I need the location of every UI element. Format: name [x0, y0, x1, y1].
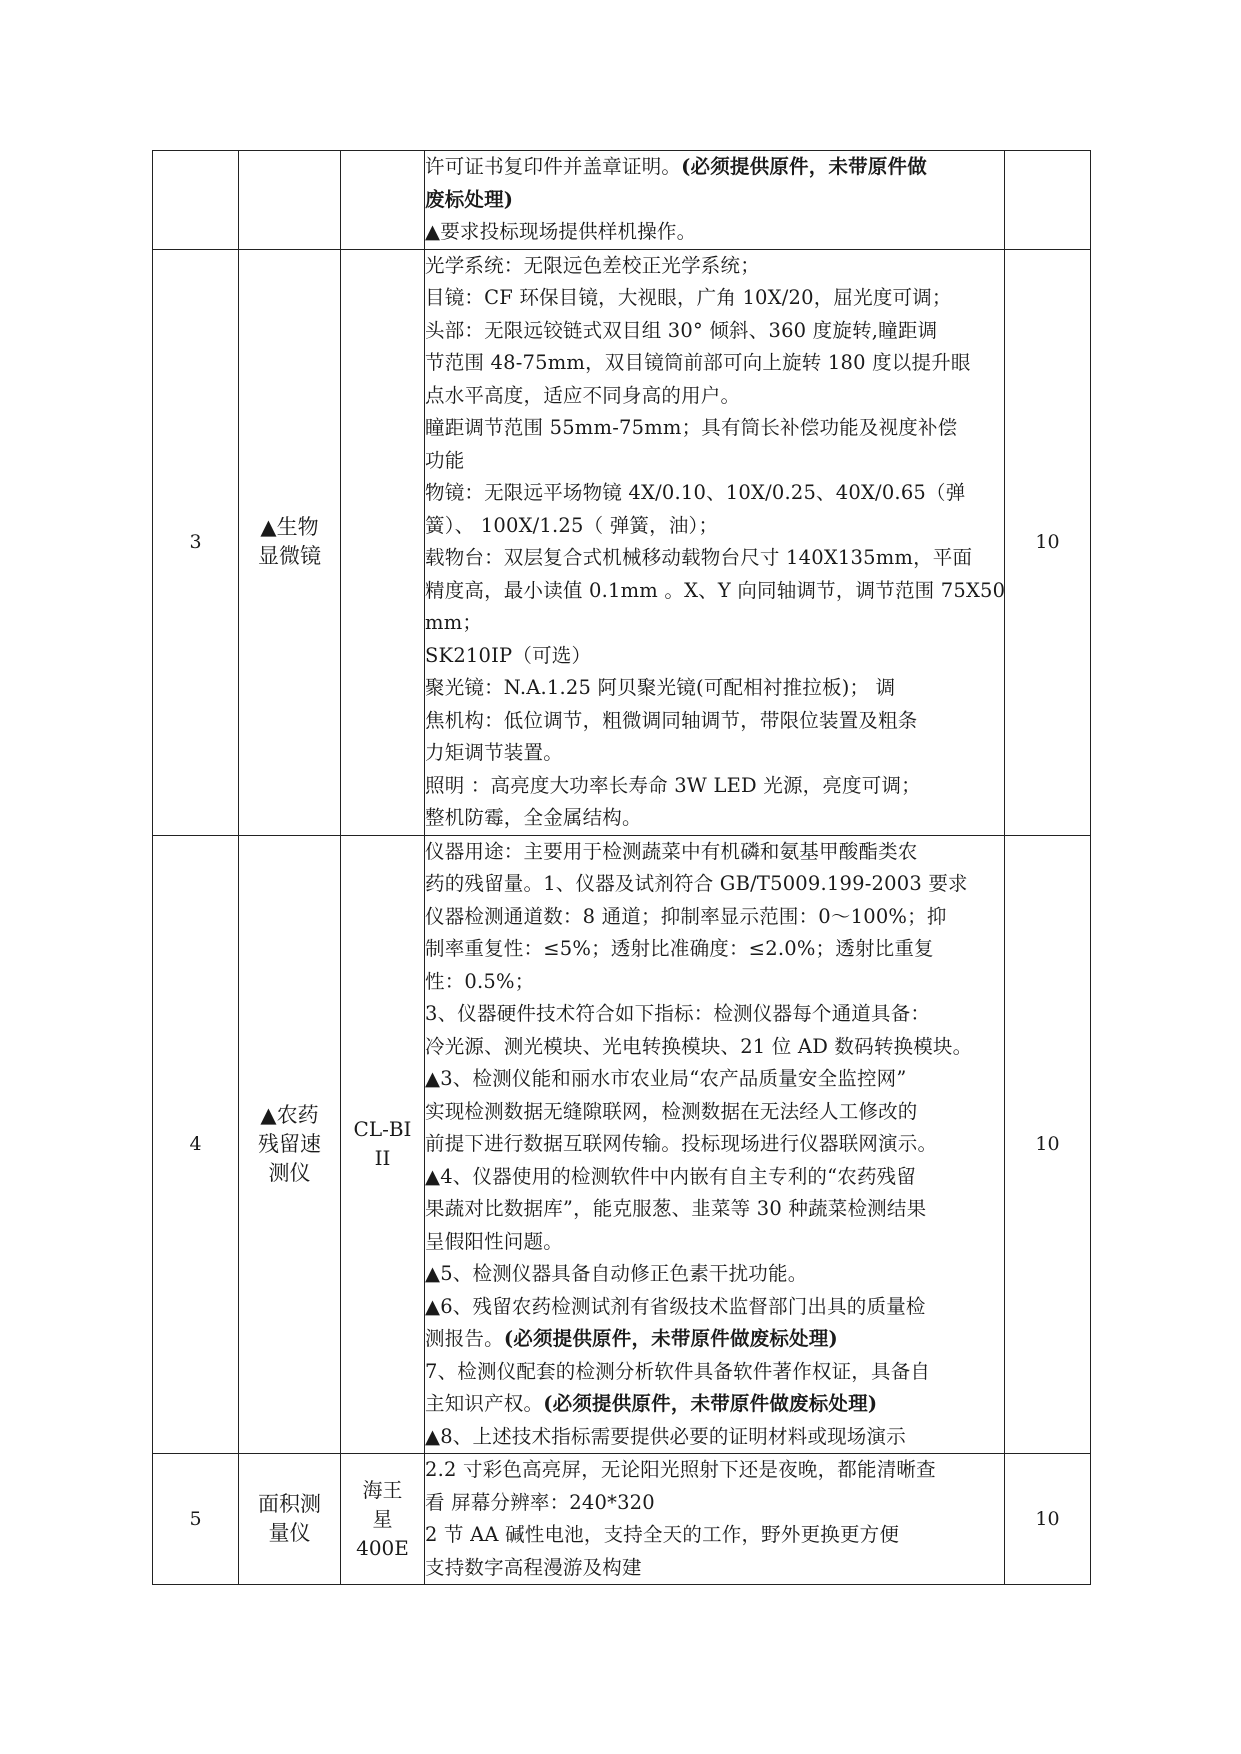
- spec-line: [425, 542, 1004, 575]
- spec-line: [425, 705, 1004, 738]
- item-spec-cell: [425, 249, 1005, 835]
- spec-text: 载物台：双层复合式机械移动载物台尺寸 140X135mm，平面: [425, 546, 973, 569]
- spec-line: [425, 1323, 1004, 1356]
- spec-line: [425, 1031, 1004, 1064]
- spec-text: 簧）、 100X/1.25（ 弹簧，油）；: [425, 513, 719, 537]
- spec-line: [425, 216, 1004, 249]
- spec-line: [425, 1291, 1004, 1324]
- spec-line: [425, 445, 1004, 478]
- item-name-cell: [239, 1454, 341, 1585]
- spec-line: [425, 1388, 1004, 1421]
- item-number-cell: [153, 151, 239, 250]
- spec-line: [425, 1487, 1004, 1520]
- spec-text: ▲4、仪器使用的检测软件中内嵌有自主专利的“农药残留: [425, 1164, 917, 1188]
- table-row: [153, 249, 1091, 835]
- spec-line: [425, 1226, 1004, 1259]
- spec-line: [425, 1128, 1004, 1161]
- item-quantity-cell: 10: [1005, 249, 1091, 835]
- cell-line: ▲生物: [260, 515, 319, 539]
- spec-line: [425, 1519, 1004, 1552]
- spec-bold-text: (必须提供原件，未带原件做废标处理): [543, 1392, 878, 1415]
- spec-line: [425, 998, 1004, 1031]
- spec-text: 焦机构：低位调节，粗微调同轴调节，带限位装置及粗条: [425, 708, 918, 732]
- spec-text: 3、仪器硬件技术符合如下指标：检测仪器每个通道具备：: [425, 1002, 931, 1025]
- item-model-cell: [341, 151, 425, 250]
- spec-text: mm；: [425, 611, 483, 634]
- cell-line: 面积测: [258, 1492, 321, 1516]
- spec-text: ▲3、检测仪能和丽水市农业局“农产品质量安全监控网”: [425, 1067, 907, 1090]
- spec-text: 看 屏幕分辨率：240*320: [425, 1490, 655, 1514]
- spec-text: 药的残留量。1、仪器及试剂符合 GB/T5009.199-2003 要求: [425, 872, 968, 895]
- spec-line: [425, 836, 1004, 869]
- spec-text: 仪器检测通道数：8 通道；抑制率显示范围：0～100%；抑: [425, 904, 947, 928]
- cell-line: 海王: [362, 1477, 403, 1502]
- spec-line: [425, 1063, 1004, 1096]
- spec-bold-text: 废标处理): [425, 187, 514, 211]
- item-quantity-cell: [1005, 151, 1091, 250]
- spec-line: [425, 282, 1004, 315]
- spec-text: ▲8、上述技术指标需要提供必要的证明材料或现场演示: [425, 1424, 906, 1448]
- spec-line: [425, 184, 1004, 217]
- item-spec-cell: [425, 835, 1005, 1454]
- item-model-cell: [341, 835, 425, 1454]
- spec-text: 物镜：无限远平场物镜 4X/0.10、10X/0.25、40X/0.65（弹: [425, 481, 966, 504]
- spec-text: 前提下进行数据互联网传输。投标现场进行仪器联网演示。: [425, 1132, 938, 1155]
- item-number-cell: 3: [153, 249, 239, 835]
- spec-line: [425, 151, 1004, 184]
- spec-line: [425, 933, 1004, 966]
- spec-line: [425, 802, 1004, 835]
- spec-text: 性：0.5%；: [425, 969, 535, 993]
- spec-text: 仪器用途：主要用于检测蔬菜中有机磷和氨基甲酸酯类农: [425, 839, 918, 863]
- spec-text: 实现检测数据无缝隙联网，检测数据在无法经人工修改的: [425, 1099, 918, 1123]
- spec-line: [425, 1193, 1004, 1226]
- item-number-cell: 4: [153, 835, 239, 1454]
- spec-line: [425, 737, 1004, 770]
- spec-text: 头部：无限远铰链式双目组 30° 倾斜、360 度旋转,瞳距调: [425, 318, 938, 342]
- spec-line: [425, 1552, 1004, 1585]
- spec-line: [425, 412, 1004, 445]
- cell-line: ▲农药: [260, 1102, 319, 1127]
- item-spec-cell: [425, 151, 1005, 250]
- spec-text: ▲6、残留农药检测试剂有省级技术监督部门出具的质量检: [425, 1294, 926, 1318]
- cell-line: CL-BI: [353, 1117, 412, 1142]
- item-model-cell: [341, 1454, 425, 1585]
- spec-text: 7、检测仪配套的检测分析软件具备软件著作权证，具备自: [425, 1359, 931, 1383]
- spec-text: ▲要求投标现场提供样机操作。: [425, 220, 697, 243]
- spec-line: [425, 1421, 1004, 1454]
- item-spec-cell: [425, 1454, 1005, 1585]
- cell-line: 400E: [356, 1535, 409, 1560]
- spec-line: [425, 901, 1004, 934]
- cell-line: 残留速: [258, 1131, 321, 1156]
- spec-line: [425, 1356, 1004, 1389]
- spec-line: [425, 1096, 1004, 1129]
- item-quantity-cell: 10: [1005, 1454, 1091, 1585]
- cell-line: II: [374, 1146, 391, 1171]
- table-row: [153, 1454, 1091, 1585]
- spec-text: 光学系统：无限远色差校正光学系统；: [425, 253, 760, 277]
- spec-text: 测报告。: [425, 1327, 504, 1350]
- spec-text: 呈假阳性问题。: [425, 1229, 563, 1253]
- spec-bold-text: (必须提供原件，未带原件做: [681, 155, 927, 178]
- spec-text: 2.2 寸彩色高亮屏，无论阳光照射下还是夜晚，都能清晰查: [425, 1458, 936, 1481]
- item-name-cell: [239, 151, 341, 250]
- spec-text: 瞳距调节范围 55mm-75mm；具有筒长补偿功能及视度补偿: [425, 416, 958, 439]
- spec-text: 支持数字高程漫游及构建: [425, 1555, 642, 1579]
- spec-text: 许可证书复印件并盖章证明。: [425, 155, 682, 178]
- spec-line: [425, 640, 1004, 673]
- spec-text: 果蔬对比数据库”，能克服葱、韭菜等 30 种蔬菜检测结果: [425, 1197, 927, 1220]
- table-row: [153, 835, 1091, 1454]
- spec-text: 节范围 48-75mm，双目镜筒前部可向上旋转 180 度以提升眼: [425, 351, 971, 374]
- spec-text: 2 节 AA 碱性电池，支持全天的工作，野外更换更方便: [425, 1523, 900, 1546]
- spec-line: [425, 1454, 1004, 1487]
- spec-line: [425, 770, 1004, 803]
- spec-text: 主知识产权。: [425, 1392, 544, 1415]
- spec-line: [425, 1161, 1004, 1194]
- spec-line: [425, 380, 1004, 413]
- spec-line: [425, 575, 1004, 608]
- spec-text: 整机防霉，全金属结构。: [425, 806, 642, 829]
- spec-line: [425, 966, 1004, 999]
- spec-text: 目镜：CF 环保目镜，大视眼，广角 10X/20，屈光度可调；: [425, 286, 952, 309]
- spec-text: ▲5、检测仪器具备自动修正色素干扰功能。: [425, 1262, 808, 1285]
- spec-line: [425, 347, 1004, 380]
- spec-line: [425, 607, 1004, 640]
- item-name-cell: [239, 835, 341, 1454]
- item-name-cell: [239, 249, 341, 835]
- spec-line: [425, 315, 1004, 348]
- spec-text: 照明 ：高亮度大功率长寿命 3W LED 光源，亮度可调；: [425, 773, 921, 797]
- cell-line: 量仪: [268, 1521, 311, 1545]
- cell-line: 星: [372, 1506, 393, 1531]
- spec-table: [152, 150, 1091, 1585]
- table-row: [153, 151, 1091, 250]
- spec-text: 冷光源、测光模块、光电转换模块、21 位 AD 数码转换模块。: [425, 1034, 973, 1058]
- cell-line: 显微镜: [258, 544, 321, 568]
- spec-line: [425, 510, 1004, 543]
- spec-text: 精度高，最小读值 0.1mm 。X、Y 向同轴调节，调节范围 75X50: [425, 578, 1006, 602]
- item-model-cell: [341, 249, 425, 835]
- spec-text: 制率重复性：≤5%；透射比准确度：≤2.0%；透射比重复: [425, 937, 934, 960]
- spec-text: 聚光镜：N.A.1.25 阿贝聚光镜(可配相衬推拉板)； 调: [425, 676, 896, 699]
- spec-bold-text: (必须提供原件，未带原件做废标处理): [503, 1327, 838, 1350]
- spec-text: SK210IP（可选）: [425, 643, 592, 667]
- spec-line: [425, 250, 1004, 283]
- spec-line: [425, 672, 1004, 705]
- spec-line: [425, 477, 1004, 510]
- spec-text: 力矩调节装置。: [425, 741, 563, 764]
- item-number-cell: 5: [153, 1454, 239, 1585]
- spec-line: [425, 1258, 1004, 1291]
- cell-line: 测仪: [268, 1160, 311, 1185]
- item-quantity-cell: 10: [1005, 835, 1091, 1454]
- spec-text: 功能: [425, 448, 465, 472]
- spec-text: 点水平高度，适应不同身高的用户。: [425, 383, 741, 407]
- spec-line: [425, 868, 1004, 901]
